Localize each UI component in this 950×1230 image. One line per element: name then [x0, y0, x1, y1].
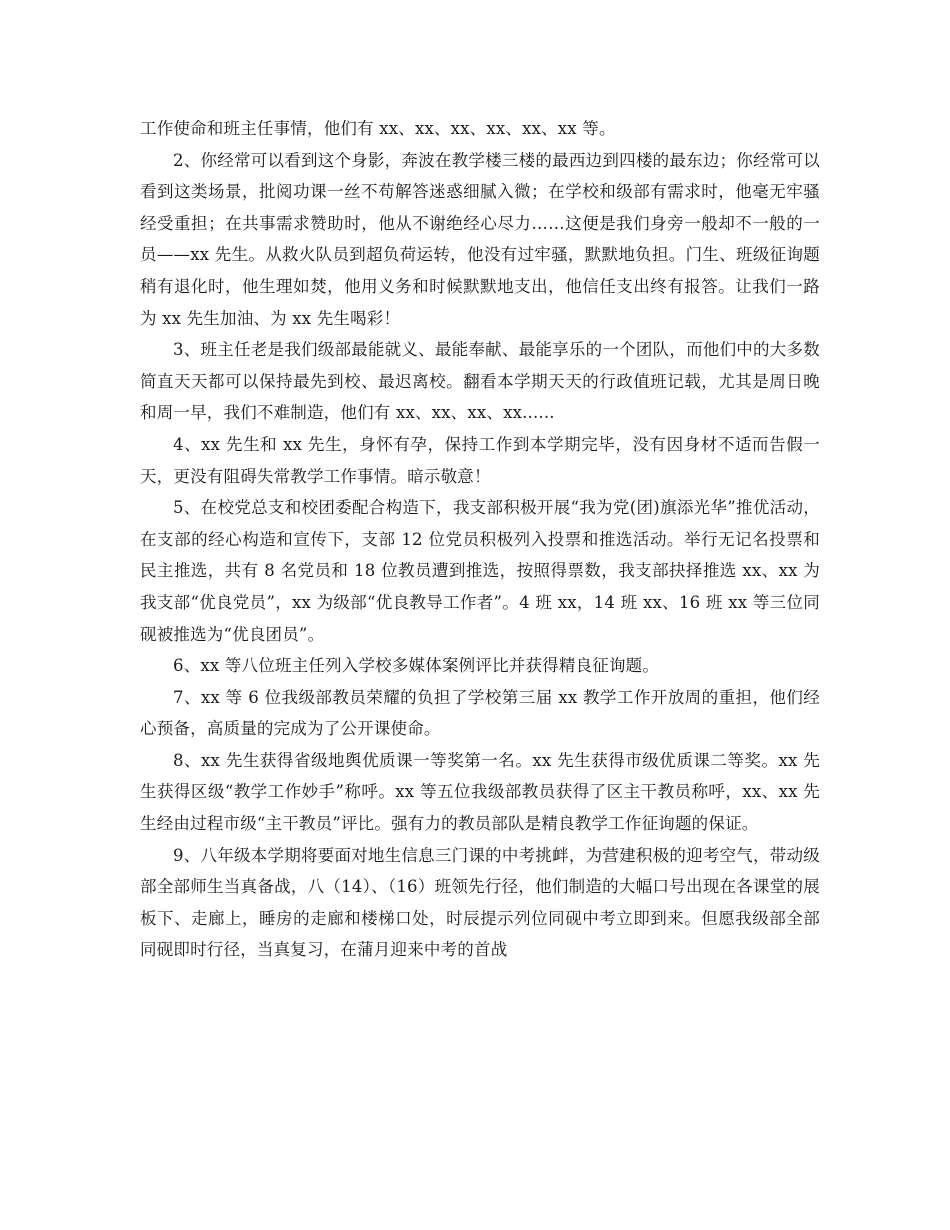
paragraph-item-9: 9、八年级本学期将要面对地生信息三门课的中考挑衅，为营建积极的迎考空气，带动级部全部师生当真备战，八（14）、（16）班领先行径，他们制造的大幅口号出现在各课堂的展板下、走廊上，睡房的走廊和楼梯口处，时辰提示列位同砚中考立即到来。但愿我级部全部同砚即时行径，当真复习，在蒲月迎来中考的首战 — [140, 845, 820, 960]
paragraph-continuation: 工作使命和班主任事情，他们有 xx、xx、xx、xx、xx、xx 等。 — [140, 119, 616, 138]
document-body — [140, 113, 820, 966]
paragraph-item-6: 6、xx 等八位班主任列入学校多媒体案例评比并获得精良征询题。 — [173, 656, 660, 676]
paragraph-item-7: 7、xx 等 6 位我级部教员荣耀的负担了学校第三届 xx 教学工作开放周的重担，他们经心预备，高质量的完成为了公开课使命。 — [140, 687, 820, 739]
paragraph-item-8: 8、xx 先生获得省级地舆优质课一等奖第一名。xx 先生获得市级优质课二等奖。xx 先生获得区级“教学工作妙手”称呼。xx 等五位我级部教员获得了区主干教员称呼，xx、xx 先生经由过程市级“主干教员”评比。强有力的教员部队是精良教学工作征询题的保证。 — [140, 750, 820, 834]
paragraph-item-3: 3、班主任老是我们级部最能就义、最能奉献、最能享乐的一个团队，而他们中的大多数简直天天都可以保持最先到校、最迟离校。翻看本学期天天的行政值班记载，尤其是周日晚和周一早，我们不难制造，他们有 xx、xx、xx、xx...... — [140, 340, 820, 423]
paragraph-item-4: 4、xx 先生和 xx 先生，身怀有孕，保持工作到本学期完毕，没有因身材不适而告假一天，更没有阻碍失常教学工作事情。暗示敬意！ — [140, 434, 820, 486]
paragraph-item-5: 5、在校党总支和校团委配合构造下，我支部积极开展“我为党(团)旗添光华”推优活动，在支部的经心构造和宣传下，支部 12 位党员积极列入投票和推选活动。举行无记名投票和民主推选，共有 8 名党员和 18 位教员遭到推选，按照得票数，我支部抉择推选 xx、xx 为我支部“优良党员”，xx 为级部“优良教导工作者”。4 班 xx，14 班 xx、16 班 xx 等三位同砚被推选为“优良团员”。 — [140, 498, 820, 644]
paragraph-item-2: 2、你经常可以看到这个身影，奔波在教学楼三楼的最西边到四楼的最东边；你经常可以看到这类场景，批阅功课一丝不苟解答迷惑细腻入微；在学校和级部有需求时，他毫无牢骚经受重担；在共事需求赞助时，他从不谢绝经心尽力……这便是我们身旁一般却不一般的一员——xx 先生。从救火队员到超负荷运转，他没有过牢骚，默默地负担。门生、班级征询题稍有退化时，他生理如焚，他用义务和时候默默地支出，他信任支出终有报答。让我们一路为 xx 先生加油、为 xx 先生喝彩！ — [140, 150, 820, 328]
